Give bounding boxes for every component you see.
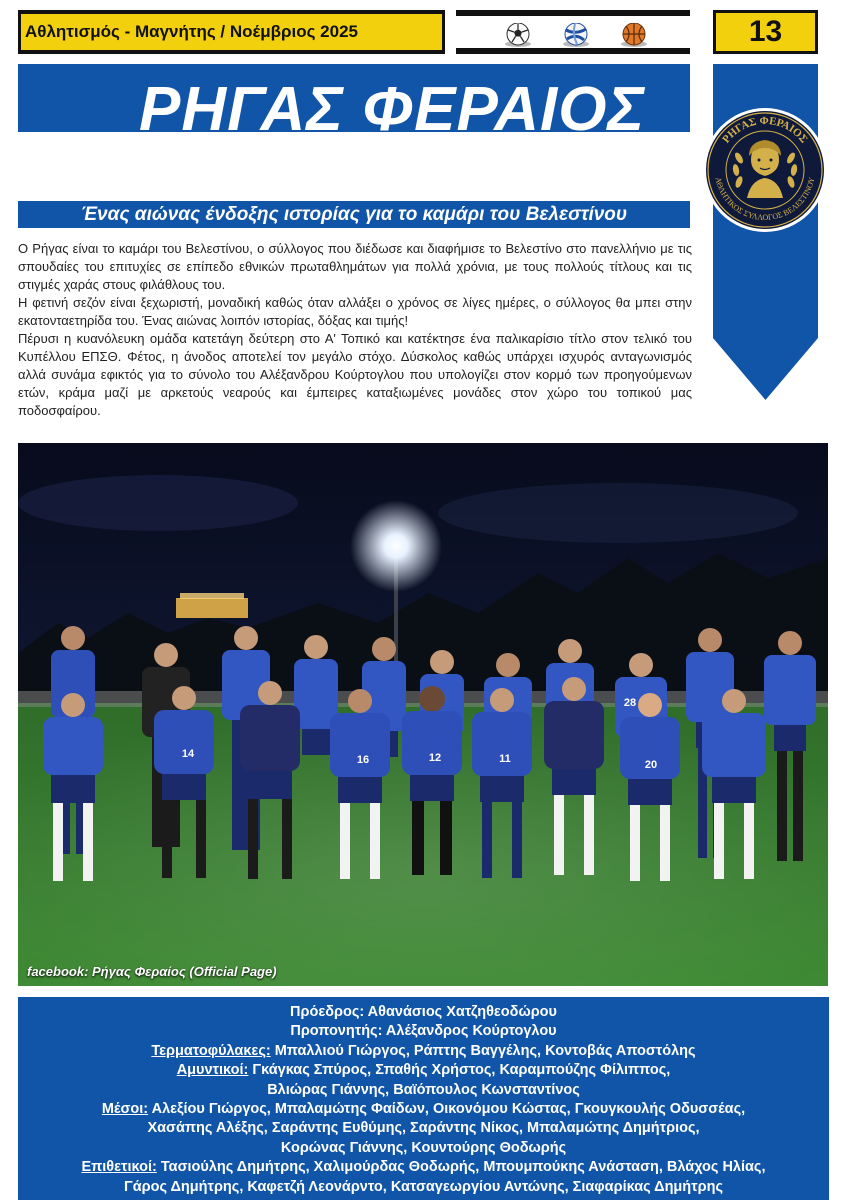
basketball-icon [616, 23, 652, 47]
roster-midfielders [18, 1100, 829, 1119]
article-subtitle: Ένας αιώνας ένδοξης ιστορίας για το καμάρι του Βελεστίνου [80, 204, 628, 225]
player-names: Κορώνας Γιάννης, Κουντούρης Θοδωρής [280, 1139, 567, 1156]
volleyball-icon [558, 23, 594, 47]
section-label: Αθλητισμός - Μαγνήτης / Νοέμβριος 2025 [21, 14, 442, 50]
soccer-ball-icon [500, 23, 536, 47]
photo-credit: facebook: Ρήγας Φεραίος (Official Page) [27, 964, 277, 979]
page-title: ΡΗΓΑΣ ΦΕΡΑΙΟΣ [139, 75, 646, 132]
team-photo [18, 443, 828, 986]
article-paragraph: Ο Ρήγας είναι το καμάρι του Βελεστίνου, ο σύλλογος που διέδωσε και διαφήμισε το Βελεστίνο στο πανελλήνιο με τις σπουδαίες του επιτυχίες σε επίπεδο εθνικών πρωταθλημάτων για πολλά χρόνια, με τους πολλούς τίτλους και τις στιγμές χαράς στους φιλάθλους του. [18, 241, 692, 292]
sports-icons-bar [456, 10, 690, 54]
bottom-rule [456, 48, 690, 54]
article-body [18, 240, 692, 420]
roster-defenders [18, 1061, 829, 1080]
player-names: Γάρος Δημήτρης, Καφετζή Λεονάρντο, Κατσαγεωργίου Αντώνης, Σιαφαρίκας Δημήτρης [123, 1178, 723, 1195]
jersey-number: 14 [181, 748, 195, 760]
position-label: Επιθετικοί: [81, 1159, 157, 1176]
roster-president: Πρόεδρος: Αθανάσιος Χατζηθεοδώρου [290, 1004, 557, 1020]
player-names: Μπαλλιού Γιώργος, Ράπτης Βαγγέλης, Κοντοβάς Αποστόλης [274, 1042, 696, 1059]
jersey-number: 20 [644, 759, 658, 771]
player-names: Χασάπης Αλέξης, Σαράντης Ευθύμης, Σαράντης Νίκος, Μπαλαμώτης Δημήτριος, [147, 1120, 700, 1137]
roster-goalkeepers [18, 1042, 829, 1061]
page-number: 13 [716, 13, 815, 51]
section-header [18, 10, 445, 54]
team-roster [18, 997, 829, 1200]
club-logo [701, 106, 829, 234]
jersey-number: 16 [356, 754, 370, 766]
player-names: Βλιώρας Γιάννης, Βαϊόπουλος Κωνσταντίνος [267, 1081, 580, 1098]
title-banner [18, 64, 690, 132]
player-names: Τασιούλης Δημήτρης, Χαλιμούρδας Θοδωρής, Μπουμπούκης Ανάσταση, Βλάχος Ηλίας, [160, 1159, 766, 1176]
roster-forwards [18, 1158, 829, 1177]
team-photo-scene [18, 443, 828, 986]
svg-text:ΡΗΓΑΣ ΦΕΡΑΙΟΣ: ΡΗΓΑΣ ΦΕΡΑΙΟΣ [720, 114, 810, 146]
svg-text:ΑΘΛΗΤΙΚΟΣ ΣΥΛΛΟΓΟΣ ΒΕΛΕΣΤΙΝΟΥ: ΑΘΛΗΤΙΚΟΣ ΣΥΛΛΟΓΟΣ ΒΕΛΕΣΤΙΝΟΥ [713, 176, 817, 223]
article-paragraph: Πέρυσι η κυανόλευκη ομάδα κατετάγη δεύτερη στο Α' Τοπικό και κατέκτησε ένα παλικαρίσιο τίτλο στον τελικό του Κυπέλλου ΕΠΣΘ. Φέτος, η άνοδος αποτελεί τον μεγάλο στόχο. Δύσκολος καθώς υπάρχει ισχυρός ανταγωνισμός αλλά συνάμα εφικτός για το σύνολο του Αλέξανδρου Κούρτογλου που υπολογίζει στον κορμό των προηγούμενων ετών, κράμα μαζί με αρκετούς νεαρούς και έμπειρες καταξιωμένες μονάδες στον χώρο του τοπικού μας ποδοσφαίρου. [18, 331, 692, 418]
position-label: Τερματοφύλακες: [151, 1042, 271, 1059]
player-names: Γκάγκας Σπύρος, Σπαθής Χρήστος, Καραμπούζης Φίλιππος, [252, 1062, 671, 1079]
jersey-number: 28 [623, 697, 637, 709]
article-paragraph: Η φετινή σεζόν είναι ξεχωριστή, μοναδική καθώς όταν αλλάξει ο χρόνος σε λίγες ημέρες, ο σύλλογος θα μπει στην εκατονταετηρίδα του. Ένας αιώνας λοιπόν ιστορίας, δόξας και τιμής! [18, 295, 692, 328]
position-label: Αμυντικοί: [176, 1062, 249, 1079]
top-rule [456, 10, 690, 16]
jersey-number: 12 [428, 752, 442, 764]
roster-coach: Προπονητής: Αλέξανδρος Κούρτογλου [290, 1023, 557, 1040]
jersey-number: 11 [499, 753, 511, 765]
player-names: Αλεξίου Γιώργος, Μπαλαμώτης Φαίδων, Οικονόμου Κώστας, Γκουγκουλής Οδυσσέας, [151, 1101, 746, 1118]
position-label: Μέσοι: [101, 1101, 149, 1118]
page-number-box [713, 10, 818, 54]
subtitle-bar [18, 201, 690, 228]
